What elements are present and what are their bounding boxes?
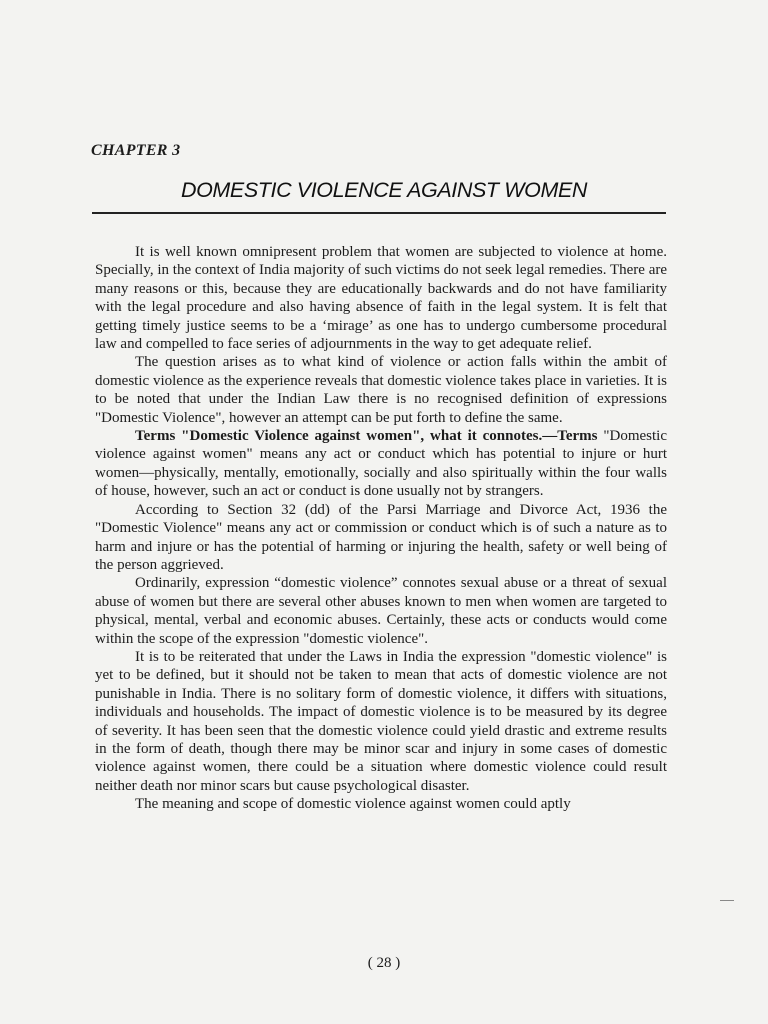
paragraph-3 xyxy=(95,427,667,501)
paragraph-5: Ordinarily, expression “domestic violence” connotes sexual abuse or a threat of sexual abuse of women but there are several other abuses known to men when women are targeted to physical, mental, verbal and economic abuses. Certainly, these acts or conducts would come within the scope of the expression "domestic violence". xyxy=(95,575,667,647)
paragraph-6: It is to be reiterated that under the Laws in India the expression "domestic violence" is yet to be defined, but it should not be taken to mean that acts of domestic violence are not punishable in India. There is no solitary form of domestic violence, it differs with situations, individuals and households. The impact of domestic violence is to be measured by its degree of severity. It has been seen that the domestic violence could yield drastic and extreme results in the form of death, though there may be minor scar and injury in some cases of domestic violence against women, there could be a situation where domestic violence could result neither death nor minor scars but cause psychological disaster. xyxy=(95,648,667,794)
margin-pen-mark xyxy=(720,900,734,901)
chapter-title: DOMESTIC VIOLENCE AGAINST WOMEN xyxy=(180,178,588,202)
paragraph-1: It is well known omnipresent problem that women are subjected to violence at home. Specially, in the context of India majority of such victims do not seek legal remedies. There are many reasons or this, because they are educationally backwards and do not have familiarity with the legal procedure and also having absence of faith in the legal system. It is felt that getting timely justice seems to be a ‘mirage’ as one has to undergo cumbersome procedural law and compelled to face series of adjournments in the way to get adequate relief. xyxy=(95,244,667,353)
title-rule xyxy=(92,212,666,214)
paragraph-3-lead: Terms "Domestic Violence against women", what it connotes.—Terms xyxy=(135,428,598,445)
body-text xyxy=(95,243,667,814)
chapter-label: CHAPTER 3 xyxy=(91,142,181,159)
paragraph-4: According to Section 32 (dd) of the Parsi Marriage and Divorce Act, 1936 the "Domestic Violence" means any act or commission or conduct which is of such a nature as to harm and injure or has the potential of harming or injuring the health, safety or well being of the person aggrieved. xyxy=(95,501,667,573)
page-number: ( 28 ) xyxy=(367,955,401,971)
paragraph-3-text: "Domestic violence against women" means any act or conduct which has potential to injure or hurt women—physically, mentally, emotionally, socially and also spiritually within the four walls of house, however, such an act or conduct is done usually not by strangers. xyxy=(95,428,668,500)
paragraph-2: The question arises as to what kind of violence or action falls within the ambit of domestic violence as the experience reveals that domestic violence takes place in varieties. It is to be noted that under the Indian Law there is no recognised definition of expressions "Domestic Violence", however an attempt can be put forth to define the same. xyxy=(95,354,667,426)
paragraph-7: The meaning and scope of domestic violence against women could aptly xyxy=(135,796,571,813)
